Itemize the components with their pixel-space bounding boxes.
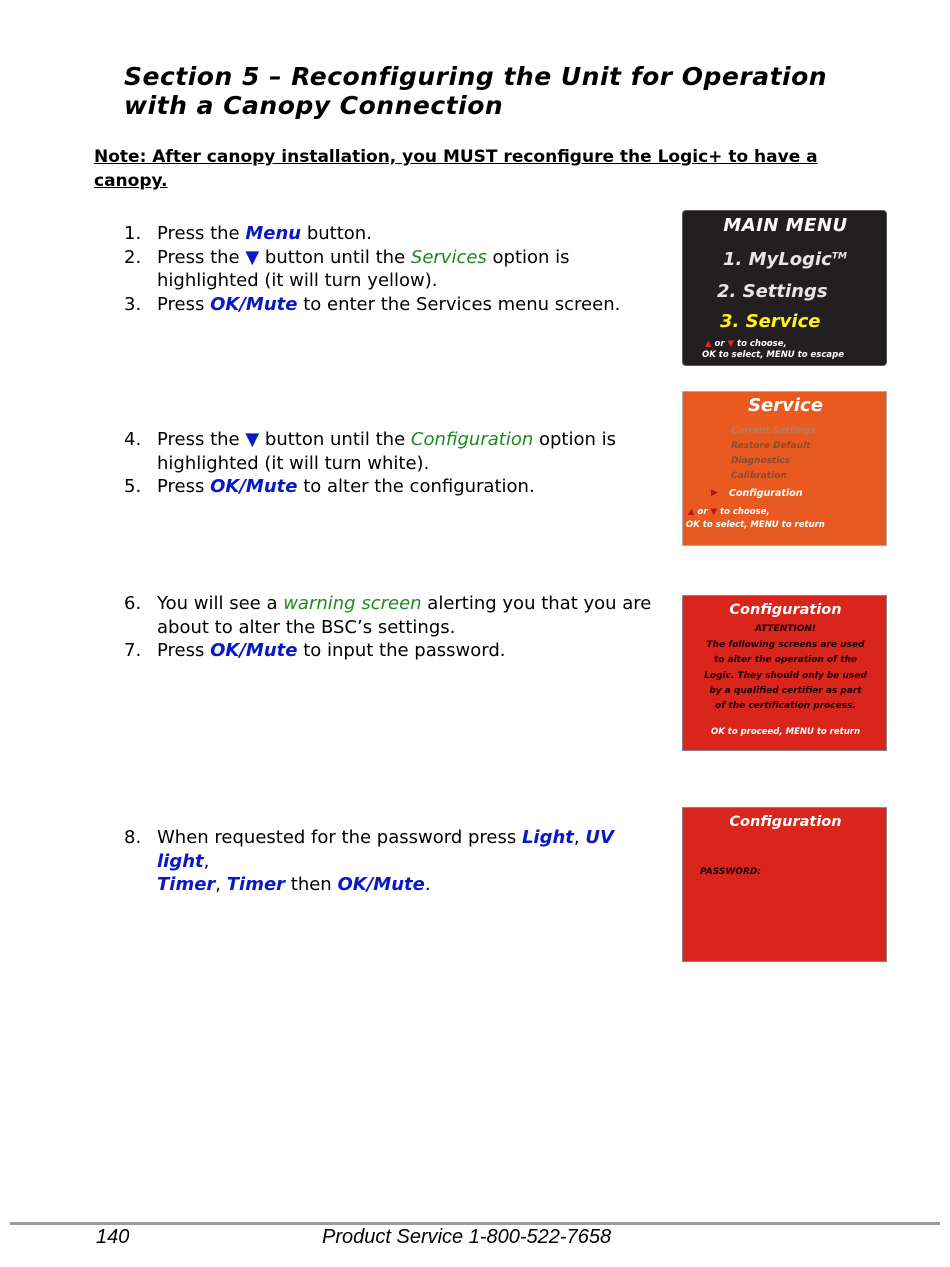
step-text: Press the — [157, 223, 246, 244]
step-number: 2. — [124, 246, 142, 268]
page-number: 140 — [96, 1226, 130, 1248]
steps-group-4 — [124, 826, 669, 897]
main-menu-item-settings: 2. Settings — [717, 281, 828, 302]
service-item-restore-default: Restore Default — [731, 441, 811, 451]
warning-line: of the certification process. — [715, 701, 856, 712]
down-arrow-icon: ▼ — [245, 429, 260, 450]
step-5 — [124, 475, 669, 499]
hint-text: to choose, — [717, 507, 770, 517]
warning-line: Logic. They should only be used — [704, 670, 867, 681]
step-text: button until the — [259, 246, 411, 268]
service-item-current-settings: Current Settings — [731, 426, 816, 436]
main-menu-item-mylogic — [723, 249, 847, 270]
main-menu-item-service: 3. Service — [720, 311, 821, 332]
step-2 — [124, 246, 669, 293]
step-3 — [124, 293, 669, 317]
step-1 — [124, 222, 669, 246]
menu-button-ref: Menu — [245, 223, 302, 244]
warning-line: to alter the operation of the — [713, 655, 858, 666]
steps-group-3 — [124, 592, 669, 663]
step-text: When requested for the password press — [157, 827, 522, 848]
warning-line: The following screens are used — [706, 640, 865, 650]
steps-group-2 — [124, 428, 669, 499]
step-number: 4. — [124, 429, 142, 450]
step-number: 3. — [124, 293, 142, 315]
ok-mute-button-ref: OK/Mute — [210, 476, 298, 497]
warning-message — [685, 638, 886, 714]
service-item-diagnostics: Diagnostics — [731, 456, 791, 466]
down-arrow-icon: ▼ — [727, 339, 735, 349]
step-text: button until the — [259, 429, 411, 450]
configuration-title: Configuration — [729, 814, 842, 830]
light-button-ref: Light — [521, 827, 574, 848]
step-text: Press — [157, 293, 211, 315]
service-item-calibration: Calibration — [731, 471, 787, 481]
configuration-warning-screen — [682, 595, 887, 751]
step-text: option is highlighted (it will turn white). — [157, 429, 617, 474]
step-text: Press the — [157, 246, 246, 268]
password-label: PASSWORD: — [700, 867, 761, 877]
menu-item-label: 1. MyLogic — [723, 249, 832, 270]
service-title: Service — [748, 395, 823, 416]
main-menu-hint-select: OK to select, MENU to escape — [702, 350, 844, 360]
warning-line: by a qualified certifier as part — [709, 685, 862, 696]
step-text: , — [573, 827, 586, 848]
step-text: to alter the configuration. — [297, 476, 535, 497]
step-text: to enter the Services menu screen. — [297, 293, 621, 315]
service-hint-select: OK to select, MENU to return — [686, 520, 825, 530]
ok-mute-button-ref: OK/Mute — [210, 640, 298, 661]
service-item-configuration: Configuration — [729, 488, 803, 499]
attention-label: ATTENTION! — [754, 624, 817, 634]
services-option-ref: Services — [410, 246, 487, 268]
trademark-mark: TM — [831, 251, 847, 262]
step-4 — [124, 428, 669, 475]
footer-contact: Product Service 1-800-522-7658 — [322, 1226, 612, 1248]
footer-divider — [10, 1222, 940, 1225]
section-title-line1: Section 5 – Reconfiguring the Unit for Operation — [124, 62, 828, 91]
steps-group-1 — [124, 222, 669, 316]
step-text: to input the password. — [297, 640, 506, 661]
step-text: then — [285, 874, 338, 895]
step-text: . — [424, 874, 431, 895]
section-title — [124, 62, 884, 120]
step-text: Press — [157, 640, 211, 661]
warning-screen-ref: warning screen — [283, 593, 422, 614]
selection-marker-icon: ▶ — [711, 488, 718, 498]
step-number: 7. — [124, 640, 142, 661]
timer-button-ref: Timer — [157, 874, 216, 895]
section-title-line2: with a Canopy Connection — [124, 91, 504, 120]
up-arrow-icon: ▲ — [688, 507, 695, 517]
timer-button-ref: Timer — [226, 874, 286, 895]
service-hint-choose — [688, 507, 770, 517]
step-text: , — [215, 874, 227, 895]
warning-footer-hint: OK to proceed, MENU to return — [710, 727, 860, 737]
configuration-title: Configuration — [729, 602, 842, 618]
step-7 — [124, 639, 669, 663]
step-number: 8. — [124, 827, 142, 848]
hint-text: or — [694, 507, 711, 517]
down-arrow-icon: ▼ — [710, 507, 718, 517]
service-screen — [682, 391, 887, 546]
step-text: Press the — [157, 429, 246, 450]
step-text: option is highlighted (it will turn yellow). — [157, 246, 570, 291]
main-menu-title: MAIN MENU — [723, 215, 848, 236]
canopy-note: Note: After canopy installation, you MUST reconfigure the Logic+ to have a canopy. — [94, 147, 818, 191]
main-menu-screen — [682, 210, 887, 366]
main-menu-hint-choose — [705, 339, 787, 349]
step-8 — [124, 826, 669, 897]
ok-mute-button-ref: OK/Mute — [337, 874, 425, 895]
up-arrow-icon: ▲ — [705, 339, 712, 349]
step-number: 1. — [124, 223, 142, 244]
step-text: button. — [301, 223, 372, 244]
step-number: 6. — [124, 593, 142, 614]
step-text: , — [203, 850, 210, 872]
step-6 — [124, 592, 669, 639]
configuration-option-ref: Configuration — [410, 429, 534, 450]
step-text: You will see a — [157, 593, 284, 614]
uv-light-button-ref: UV light — [157, 827, 614, 872]
step-text: Press — [157, 476, 211, 497]
step-text: alerting you that you are about to alter the BSC’s settings. — [157, 593, 652, 638]
hint-text: or — [711, 339, 728, 349]
hint-text: to choose, — [734, 339, 787, 349]
step-number: 5. — [124, 476, 142, 497]
ok-mute-button-ref: OK/Mute — [210, 293, 298, 315]
configuration-password-screen — [682, 807, 887, 962]
down-arrow-icon: ▼ — [245, 246, 260, 268]
